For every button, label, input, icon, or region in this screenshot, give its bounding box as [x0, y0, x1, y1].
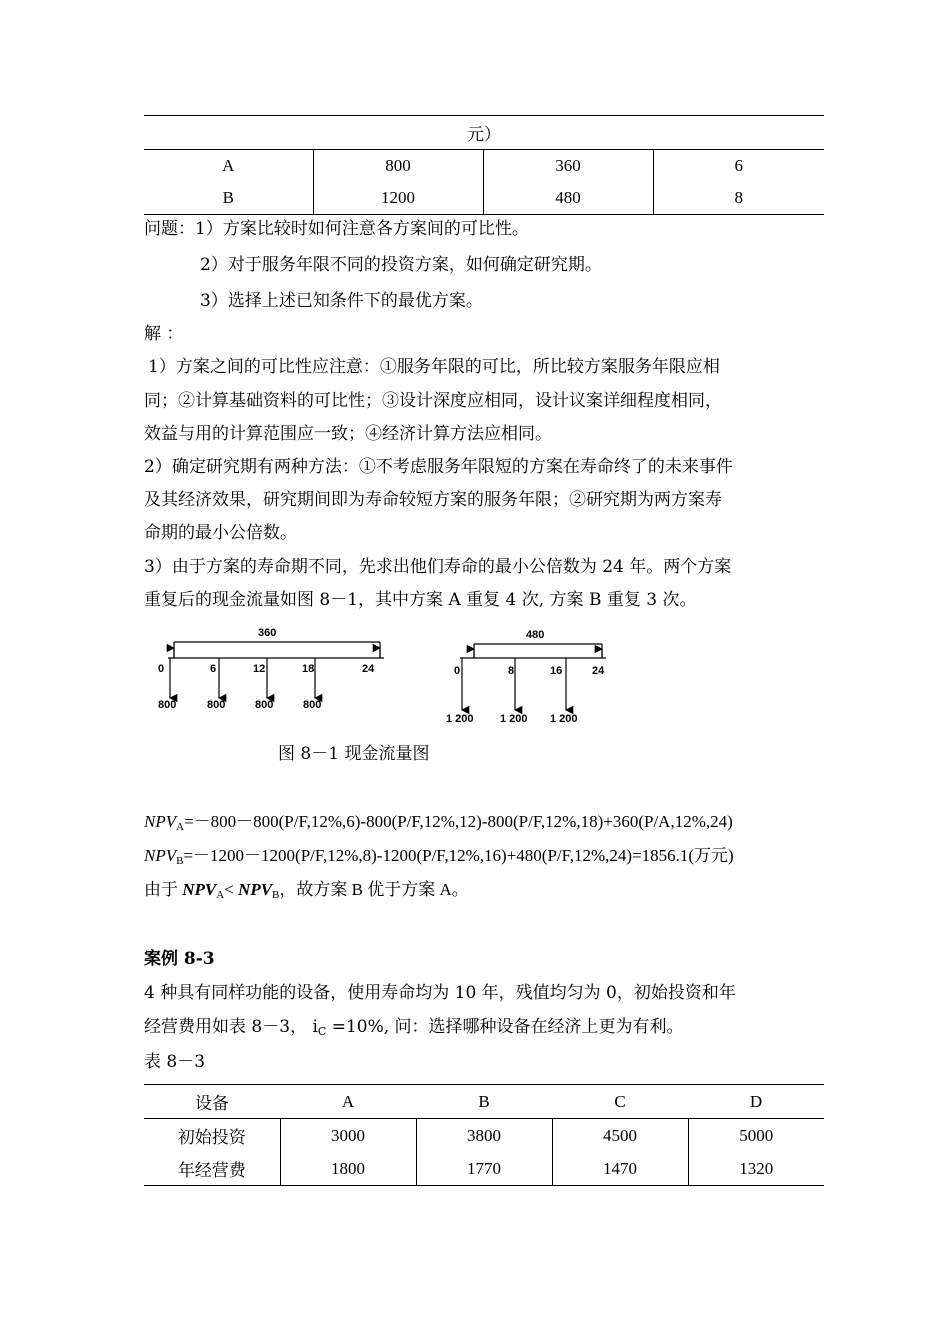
table-header-row	[144, 1085, 824, 1119]
outflow-label: 1 200	[500, 713, 528, 725]
table-row	[144, 1152, 824, 1186]
outflow-label: 800	[303, 699, 322, 711]
table-cell: 1770	[416, 1152, 552, 1186]
table-header-row	[144, 116, 824, 150]
outflow-label: 1 200	[446, 713, 474, 725]
header-cell: 设备	[144, 1085, 280, 1119]
annual-label-b: 480	[526, 629, 545, 641]
table-label: 表 8－3	[144, 1052, 206, 1072]
outflow-label: 800	[207, 699, 226, 711]
cell-life: 8	[653, 182, 824, 215]
less-than: <	[224, 880, 239, 899]
equipment-table	[144, 1084, 824, 1186]
case-line-2	[144, 1016, 684, 1043]
table-row	[144, 182, 824, 215]
solution-p3-line2: 重复后的现金流量如图 8－1，其中方案 A 重复 4 次, 方案 B 重复 3 次。	[144, 590, 697, 610]
cash-flow-diagram	[140, 618, 620, 733]
tick-label: 0	[158, 663, 165, 675]
tick-label: 6	[210, 663, 217, 675]
solution-p2-line1: 2）确定研究期有两种方法：①不考虑服务年限短的方案在寿命终了的未来事件	[144, 457, 733, 477]
npv-symbol: NPV	[144, 812, 177, 831]
table-cell: 3000	[280, 1119, 416, 1153]
npv-sub-a: A	[216, 889, 225, 901]
table-cell: 1470	[552, 1152, 688, 1186]
question-2: 2）对于服务年限不同的投资方案，如何确定研究期。	[200, 255, 602, 275]
cell-annual: 360	[483, 150, 653, 183]
npv-b-formula	[144, 845, 734, 872]
cell-name: B	[222, 188, 234, 207]
cell-invest: 800	[313, 150, 483, 183]
row-label: 年经营费	[177, 1161, 246, 1181]
npv-symbol: NPV	[182, 880, 217, 899]
table-cell: 1320	[688, 1152, 824, 1186]
cell-name: A	[222, 156, 235, 175]
tick-label: 16	[550, 665, 563, 677]
tick-label: 8	[508, 665, 515, 677]
conclusion-suffix: ，故方案 B 优于方案 A。	[279, 880, 469, 899]
cell-annual: 480	[483, 182, 653, 215]
case-title: 案例 8-3	[144, 949, 215, 969]
tick-label: 18	[302, 663, 315, 675]
table-cell: 1800	[280, 1152, 416, 1186]
solution-heading: 解 ：	[144, 324, 184, 344]
table-row	[144, 1119, 824, 1153]
header-cell: C	[552, 1085, 688, 1119]
npv-sub-a: A	[176, 821, 185, 833]
header-cell: A	[280, 1085, 416, 1119]
header-cell: D	[688, 1085, 824, 1119]
header-tail: 元）	[467, 125, 501, 145]
conclusion-prefix: 由于	[144, 880, 183, 899]
table-cell: 4500	[552, 1119, 688, 1153]
diagram-b	[446, 629, 606, 725]
cell-invest: 1200	[313, 182, 483, 215]
tick-label: 12	[253, 663, 266, 675]
solution-p1-line2: 同；②计算基础资料的可比性；③设计深度应相同，设计议案详细程度相同，	[144, 391, 722, 411]
diagram-a	[158, 627, 384, 711]
row-label: 初始投资	[177, 1128, 246, 1148]
question-3: 3）选择上述已知条件下的最优方案。	[200, 291, 483, 311]
table-cell: 3800	[416, 1119, 552, 1153]
outflow-label: 1 200	[550, 713, 578, 725]
npv-a-expression: =－800－800(P/F,12%,6)-800(P/F,12%,12)-800(P/F,12%,18)+360(P/A,12%,24)	[184, 812, 733, 831]
tick-label: 24	[592, 665, 605, 677]
outflow-label: 800	[255, 699, 274, 711]
npv-sub-b: B	[272, 889, 280, 901]
npv-conclusion	[144, 879, 469, 906]
npv-b-expression: =－1200－1200(P/F,12%,8)-1200(P/F,12%,16)+480(P/F,12%,24)=1856.1(万元)	[183, 846, 734, 865]
figure-caption: 图 8－1 现金流量图	[278, 744, 430, 764]
solution-p2-line3: 命期的最小公倍数。	[144, 523, 297, 543]
tick-label: 0	[454, 665, 461, 677]
outflow-label: 800	[158, 699, 177, 711]
npv-symbol: NPV	[144, 846, 177, 865]
npv-symbol: NPV	[238, 880, 273, 899]
question-1: 问题：1）方案比较时如何注意各方案间的可比性。	[144, 219, 529, 239]
solution-p1-line1: 1）方案之间的可比性应注意：①服务年限的可比，所比较方案服务年限应相	[148, 357, 720, 377]
ic-subscript: C	[317, 1025, 327, 1038]
case-line-2-suffix: =10%, 问：选择哪种设备在经济上更为有利。	[326, 1017, 684, 1037]
npv-sub-b: B	[176, 855, 184, 867]
scheme-table	[144, 115, 824, 215]
annual-label-a: 360	[258, 627, 277, 639]
header-cell: B	[416, 1085, 552, 1119]
solution-p2-line2: 及其经济效果，研究期间即为寿命较短方案的服务年限；②研究期为两方案寿	[144, 490, 722, 510]
solution-p1-line3: 效益与用的计算范围应一致；④经济计算方法应相同。	[144, 424, 552, 444]
solution-p3-line1: 3）由于方案的寿命期不同，先求出他们寿命的最小公倍数为 24 年。两个方案	[144, 557, 732, 577]
npv-a-formula	[144, 811, 733, 838]
tick-label: 24	[362, 663, 375, 675]
table-cell: 5000	[688, 1119, 824, 1153]
case-line-2-prefix: 经营费用如表 8－3， i	[144, 1017, 318, 1037]
case-line-1: 4 种具有同样功能的设备，使用寿命均为 10 年，残值均匀为 0，初始投资和年	[144, 983, 736, 1003]
table-row	[144, 150, 824, 183]
cell-life: 6	[653, 150, 824, 183]
